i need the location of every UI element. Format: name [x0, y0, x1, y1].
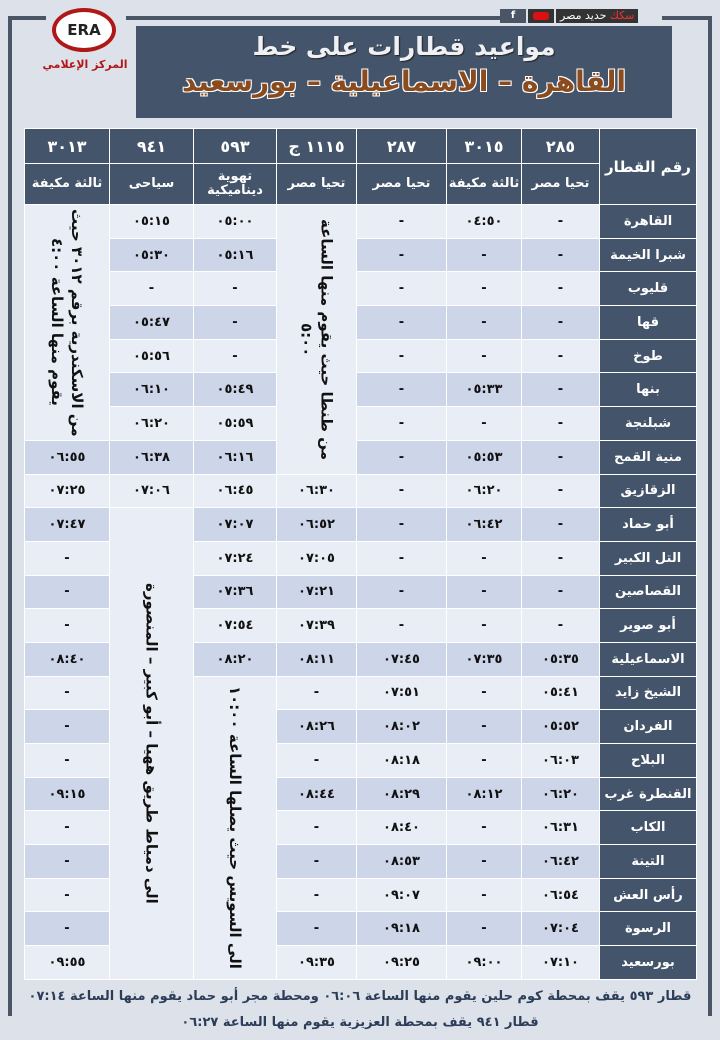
- station-name: الاسماعيلية: [600, 642, 697, 676]
- departure-time: ٠٩:٢٥: [357, 946, 447, 980]
- train-number: ١١١٥ ج: [277, 129, 357, 164]
- schedule-table: [24, 128, 697, 980]
- departure-time: -: [277, 811, 357, 845]
- departure-time: ٠٧:٥١: [357, 676, 447, 710]
- departure-time: -: [277, 744, 357, 778]
- departure-time: ٠٨:٠٢: [357, 710, 447, 744]
- departure-time: -: [25, 744, 110, 778]
- corner-label: رقم القطار: [600, 129, 697, 205]
- departure-time: -: [522, 373, 600, 407]
- station-name: بورسعيد: [600, 946, 697, 980]
- station-name: القنطرة غرب: [600, 777, 697, 811]
- station-name: شبلنجة: [600, 407, 697, 441]
- departure-time: -: [522, 440, 600, 474]
- station-name: الزقازيق: [600, 474, 697, 508]
- departure-time: -: [357, 474, 447, 508]
- departure-time: -: [447, 845, 522, 879]
- station-name: رأس العش: [600, 878, 697, 912]
- departure-time: ٠٥:٣٣: [447, 373, 522, 407]
- departure-time: -: [447, 811, 522, 845]
- station-name: بنها: [600, 373, 697, 407]
- station-name: الشيخ زايد: [600, 676, 697, 710]
- route-note: [277, 205, 357, 475]
- brand-label-rest: حديد مصر: [560, 9, 610, 22]
- departure-time: -: [194, 339, 277, 373]
- departure-time: -: [522, 238, 600, 272]
- table-row: [25, 373, 697, 407]
- departure-time: ٠٥:٥٢: [522, 710, 600, 744]
- departure-time: -: [357, 205, 447, 239]
- departure-time: ٠٥:٠٠: [194, 205, 277, 239]
- frame-border-left: [8, 16, 12, 1016]
- departure-time: ٠٧:٠٥: [277, 541, 357, 575]
- departure-time: ٠٥:٥٣: [447, 440, 522, 474]
- station-name: شبرا الخيمة: [600, 238, 697, 272]
- table-row: [25, 407, 697, 441]
- departure-time: ٠٩:٠٠: [447, 946, 522, 980]
- station-name: الرسوة: [600, 912, 697, 946]
- departure-time: ٠٦:٤٢: [447, 508, 522, 542]
- departure-time: ٠٨:٤٠: [25, 642, 110, 676]
- route-note-text: الى دمياط طريق ههيا – أبو كبير – المنصورة: [142, 583, 161, 904]
- train-number: ٢٨٧: [357, 129, 447, 164]
- page-title: مواعيد قطارات على خط: [252, 32, 556, 61]
- departure-time: -: [194, 306, 277, 340]
- departure-time: -: [357, 541, 447, 575]
- station-name: الكاب: [600, 811, 697, 845]
- departure-time: ٠٧:٢٥: [25, 474, 110, 508]
- departure-time: ٠٨:١٢: [447, 777, 522, 811]
- departure-time: -: [25, 912, 110, 946]
- station-name: أبو صوير: [600, 609, 697, 643]
- departure-time: -: [447, 339, 522, 373]
- schedule-body: [25, 205, 697, 980]
- departure-time: ٠٦:٤٥: [194, 474, 277, 508]
- departure-time: ٠٩:٠٧: [357, 878, 447, 912]
- departure-time: -: [25, 710, 110, 744]
- departure-time: -: [522, 508, 600, 542]
- train-type: تهوية ديناميكية: [194, 164, 277, 205]
- departure-time: -: [25, 609, 110, 643]
- departure-time: ٠٥:١٥: [110, 205, 194, 239]
- railway-logo: [52, 8, 116, 52]
- route-note: [25, 205, 110, 441]
- departure-time: -: [277, 676, 357, 710]
- station-name: طوخ: [600, 339, 697, 373]
- route-note: [110, 508, 194, 980]
- frame-border-right: [708, 16, 712, 1016]
- departure-time: -: [357, 272, 447, 306]
- train-type: تحيا مصر: [357, 164, 447, 205]
- departure-time: ٠٦:٥٤: [522, 878, 600, 912]
- departure-time: -: [277, 912, 357, 946]
- departure-time: ٠٧:٠٤: [522, 912, 600, 946]
- departure-time: -: [357, 306, 447, 340]
- table-row: [25, 238, 697, 272]
- station-name: أبو حماد: [600, 508, 697, 542]
- departure-time: ٠٨:٢٦: [277, 710, 357, 744]
- departure-time: -: [357, 238, 447, 272]
- departure-time: -: [447, 710, 522, 744]
- departure-time: ٠٧:٢٤: [194, 541, 277, 575]
- brand-label: [556, 9, 638, 23]
- train-type: ثالثة مكيفة: [447, 164, 522, 205]
- station-name: القصاصين: [600, 575, 697, 609]
- departure-time: ٠٩:٥٥: [25, 946, 110, 980]
- departure-time: ٠٦:٣١: [522, 811, 600, 845]
- departure-time: -: [522, 474, 600, 508]
- brand-label-highlight: سكك: [609, 9, 635, 22]
- departure-time: ٠٧:٣٥: [447, 642, 522, 676]
- route-note-text: من الاسكندرية برقم ٣٠١٢ حيث يقوم منها الساعة ٤:٠٠: [48, 208, 86, 437]
- departure-time: ٠٩:١٨: [357, 912, 447, 946]
- departure-time: -: [447, 878, 522, 912]
- table-row: [25, 440, 697, 474]
- departure-time: ٠٧:١٠: [522, 946, 600, 980]
- departure-time: ٠٦:٣٨: [110, 440, 194, 474]
- departure-time: -: [447, 676, 522, 710]
- departure-time: ٠٨:٤٤: [277, 777, 357, 811]
- departure-time: ٠٧:٥٤: [194, 609, 277, 643]
- departure-time: -: [194, 272, 277, 306]
- station-name: التل الكبير: [600, 541, 697, 575]
- departure-time: -: [522, 407, 600, 441]
- station-name: الفردان: [600, 710, 697, 744]
- departure-time: ٠٦:٢٠: [110, 407, 194, 441]
- departure-time: -: [522, 306, 600, 340]
- departure-time: ٠٥:٣٠: [110, 238, 194, 272]
- departure-time: ٠٦:٤٢: [522, 845, 600, 879]
- departure-time: -: [25, 676, 110, 710]
- departure-time: -: [357, 609, 447, 643]
- departure-time: -: [447, 272, 522, 306]
- train-number: ٣٠١٣: [25, 129, 110, 164]
- logo-text: ERA: [67, 21, 101, 39]
- departure-time: -: [447, 912, 522, 946]
- station-name: قليوب: [600, 272, 697, 306]
- train-type: تحيا مصر: [522, 164, 600, 205]
- departure-time: -: [447, 575, 522, 609]
- departure-time: ٠٨:٤٠: [357, 811, 447, 845]
- title-banner: [136, 26, 672, 118]
- train-type-row: [25, 164, 697, 205]
- departure-time: -: [447, 306, 522, 340]
- departure-time: -: [522, 575, 600, 609]
- departure-time: ٠٨:١٨: [357, 744, 447, 778]
- footer-note-1: قطار ٥٩٣ يقف بمحطة كوم حلين يقوم منها الساعة ٠٦:٠٦ ومحطة مجر أبو حماد يقوم منها الساعة ٠٧:١٤: [28, 989, 692, 1004]
- departure-time: ٠٨:٢٩: [357, 777, 447, 811]
- departure-time: -: [357, 508, 447, 542]
- departure-time: -: [447, 541, 522, 575]
- departure-time: -: [277, 878, 357, 912]
- departure-time: -: [357, 373, 447, 407]
- departure-time: ٠٧:٣٩: [277, 609, 357, 643]
- train-number: ٩٤١: [110, 129, 194, 164]
- departure-time: -: [522, 272, 600, 306]
- departure-time: ٠٧:٠٧: [194, 508, 277, 542]
- station-name: منية القمح: [600, 440, 697, 474]
- route-subtitle: القاهرة – الاسماعيلية – بورسعيد: [182, 65, 626, 98]
- departure-time: ٠٩:٣٥: [277, 946, 357, 980]
- departure-time: ٠٦:٢٠: [447, 474, 522, 508]
- train-type: تحيا مصر: [277, 164, 357, 205]
- departure-time: ٠٧:٢١: [277, 575, 357, 609]
- departure-time: ٠٦:٥٥: [25, 440, 110, 474]
- frame-border-top: [8, 16, 46, 20]
- departure-time: -: [447, 744, 522, 778]
- departure-time: ٠٤:٥٠: [447, 205, 522, 239]
- departure-time: -: [25, 811, 110, 845]
- departure-time: ٠٦:٥٢: [277, 508, 357, 542]
- station-name: القاهرة: [600, 205, 697, 239]
- route-note-text: من طنطا حيث يقوم منها الساعة ٥:٠٠: [297, 218, 336, 460]
- departure-time: ٠٩:١٥: [25, 777, 110, 811]
- train-number: ٣٠١٥: [447, 129, 522, 164]
- departure-time: -: [110, 272, 194, 306]
- departure-time: ٠٥:٤٩: [194, 373, 277, 407]
- departure-time: -: [447, 407, 522, 441]
- departure-time: ٠٦:٢٠: [522, 777, 600, 811]
- departure-time: ٠٥:٤٧: [110, 306, 194, 340]
- train-type: ثالثة مكيفة: [25, 164, 110, 205]
- departure-time: ٠٦:١٠: [110, 373, 194, 407]
- station-name: التينة: [600, 845, 697, 879]
- frame-border-top: [662, 16, 712, 20]
- departure-time: -: [25, 575, 110, 609]
- route-note-text: الى السويس حيث يصلها الساعة ١٠:٠٠: [226, 686, 244, 970]
- facebook-icon[interactable]: f: [500, 9, 526, 23]
- table-row: [25, 272, 697, 306]
- departure-time: -: [447, 609, 522, 643]
- departure-time: -: [522, 541, 600, 575]
- departure-time: ٠٨:٥٣: [357, 845, 447, 879]
- departure-time: -: [522, 205, 600, 239]
- departure-time: -: [357, 440, 447, 474]
- departure-time: -: [447, 238, 522, 272]
- departure-time: ٠٧:٤٥: [357, 642, 447, 676]
- departure-time: ٠٧:٤٧: [25, 508, 110, 542]
- table-row: [25, 205, 697, 239]
- table-row: [25, 339, 697, 373]
- departure-time: -: [357, 339, 447, 373]
- brand-bar: [500, 9, 638, 23]
- departure-time: ٠٥:٣٥: [522, 642, 600, 676]
- table-row: [25, 306, 697, 340]
- table-row: [25, 508, 697, 542]
- youtube-icon[interactable]: [528, 9, 554, 23]
- logo-caption: المركز الإعلامي: [42, 58, 128, 71]
- departure-time: -: [357, 575, 447, 609]
- departure-time: ٠٦:١٦: [194, 440, 277, 474]
- departure-time: -: [357, 407, 447, 441]
- train-number: ٥٩٣: [194, 129, 277, 164]
- departure-time: ٠٥:٤١: [522, 676, 600, 710]
- departure-time: ٠٧:٣٦: [194, 575, 277, 609]
- departure-time: ٠٥:٥٩: [194, 407, 277, 441]
- departure-time: -: [522, 609, 600, 643]
- train-number: ٢٨٥: [522, 129, 600, 164]
- station-name: البلاح: [600, 744, 697, 778]
- departure-time: ٠٨:١١: [277, 642, 357, 676]
- departure-time: ٠٥:١٦: [194, 238, 277, 272]
- frame-border-top: [126, 16, 501, 20]
- table-row: [25, 474, 697, 508]
- footer-note-2: قطار ٩٤١ يقف بمحطة العزيزية يقوم منها الساعة ٠٦:٢٧: [181, 1015, 539, 1030]
- station-name: قها: [600, 306, 697, 340]
- departure-time: -: [25, 845, 110, 879]
- departure-time: -: [522, 339, 600, 373]
- train-type: سياحى: [110, 164, 194, 205]
- departure-time: ٠٥:٥٦: [110, 339, 194, 373]
- departure-time: ٠٦:٠٣: [522, 744, 600, 778]
- departure-time: ٠٦:٣٠: [277, 474, 357, 508]
- departure-time: -: [25, 878, 110, 912]
- departure-time: -: [277, 845, 357, 879]
- train-number-row: [25, 129, 697, 164]
- route-note: [194, 676, 277, 979]
- departure-time: -: [25, 541, 110, 575]
- departure-time: ٠٨:٢٠: [194, 642, 277, 676]
- departure-time: ٠٧:٠٦: [110, 474, 194, 508]
